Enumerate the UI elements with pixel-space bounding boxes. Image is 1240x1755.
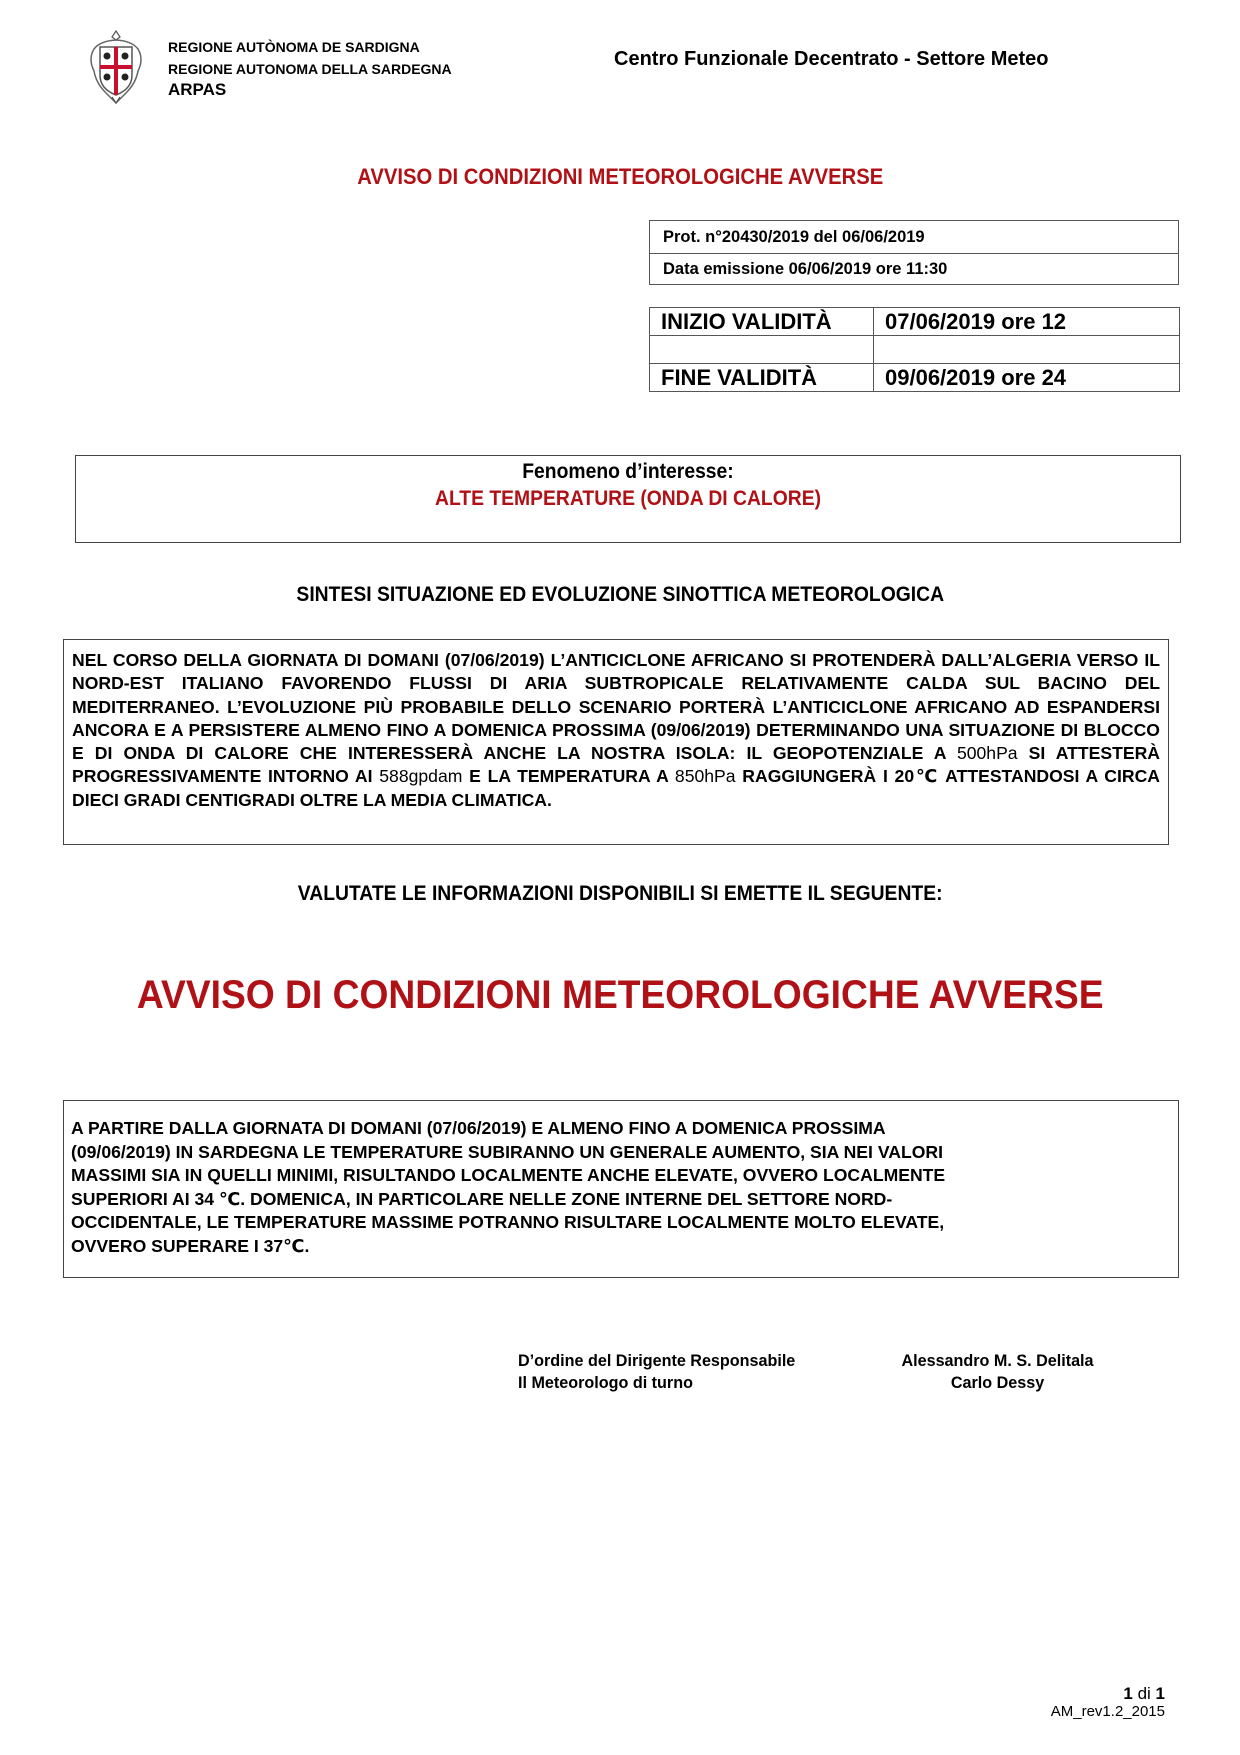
validity-start-label: INIZIO VALIDITÀ [650,308,874,336]
warning-title: AVVISO DI CONDIZIONI METEOROLOGICHE AVVERSE [136,973,1104,1017]
validity-start-value: 07/06/2019 ore 12 [874,308,1180,336]
protocol-number: Prot. n°20430/2019 del 06/06/2019 [663,228,925,246]
synoptic-text-part: E LA TEMPERATURA A [462,766,675,787]
warning-line: OVVERO SUPERARE I 37℃. [71,1235,310,1256]
warning-line: MASSIMI SIA IN QUELLI MINIMI, RISULTANDO LOCALMENTE ANCHE ELEVATE, OVVERO LOCALMENTE [71,1165,946,1186]
validity-spacer-cell [874,336,1180,364]
synoptic-unit: 588gpdam [379,766,463,787]
validity-end-label: FINE VALIDITÀ [650,364,874,392]
issuance-statement: VALUTATE LE INFORMAZIONI DISPONIBILI SI EMETTE IL SEGUENTE: [297,882,943,905]
synoptic-text-part: NEL CORSO DELLA GIORNATA DI DOMANI (07/06/2019) L’ANTICICLONE AFRICANO SI PROTENDERÀ DALL’ALGERIA VERSO IL NORD-EST ITALIANO FAVORENDO FLUSSI DI ARIA SUBTROPICALE RELATIVAMENTE CALDA SUL BACINO DEL MEDITERRANEO. L’EVOLUZIONE PIÙ PROBABILE DELLO SCENARIO PORTERÀ L’ANTICICLONE AFRICANO AD ESPANDERSI ANCORA E A PERSISTERE ALMENO FINO A DOMENICA PROSSIMA (09/06/2019) DETERMINANDO UNA SITUAZIONE DI BLOCCO E DI ONDA DI CALORE CHE INTERESSERÀ ANCHE LA NOSTRA ISOLA: IL GEOPOTENZIALE A [72,650,1160,764]
synoptic-text-part: RAGGIUNGERÀ I 20℃ ATTESTANDOSI A CIRCA DIECI GRADI CENTIGRADI OLTRE LA MEDIA CLIMATICA. [72,766,1160,810]
warning-line: OCCIDENTALE, LE TEMPERATURE MASSIME POTRANNO RISULTARE LOCALMENTE MOLTO ELEVATE, [71,1212,945,1233]
warning-line: SUPERIORI AI 34 ℃. DOMENICA, IN PARTICOLARE NELLE ZONE INTERNE DEL SETTORE NORD- [71,1188,893,1209]
synoptic-unit: 850hPa [674,766,736,787]
validity-end-value: 09/06/2019 ore 24 [874,364,1180,392]
signature-role-meteorologist: Il Meteorologo di turno [518,1373,693,1392]
validity-spacer-cell [650,336,874,364]
phenomenon-label: Fenomeno d’interesse: [522,460,734,483]
synoptic-text-part: SI ATTESTERÀ PROGRESSIVAMENTE INTORNO AI [72,743,1160,787]
signature-roles [518,1350,795,1394]
page-separator: di [1132,1684,1156,1703]
warning-line: A PARTIRE DALLA GIORNATA DI DOMANI (07/06/2019) E ALMENO FINO A DOMENICA PROSSIMA [71,1118,886,1138]
protocol-box [649,220,1179,285]
emission-date: Data emissione 06/06/2019 ore 11:30 [650,253,1178,284]
revision-code: AM_rev1.2_2015 [1050,1703,1165,1720]
org-name-arpas: ARPAS [168,80,227,99]
synoptic-text [72,649,1160,812]
signature-names [891,1350,1105,1394]
org-name-italian: REGIONE AUTONOMA DELLA SARDEGNA [168,61,452,77]
phenomenon-box [75,455,1181,543]
department-name: Centro Funzionale Decentrato - Settore Meteo [614,48,1049,70]
signature-role-director: D’ordine del Dirigente Responsabile [518,1351,796,1370]
warning-line: (09/06/2019) IN SARDEGNA LE TEMPERATURE SUBIRANNO UN GENERALE AUMENTO, SIA NEI VALORI [71,1141,943,1162]
page-number [1123,1684,1165,1704]
document-title: AVVISO DI CONDIZIONI METEOROLOGICHE AVVERSE [357,164,884,189]
synoptic-unit: 500hPa [956,743,1018,764]
signature-name-meteorologist: Carlo Dessy [950,1373,1045,1392]
page-total: 1 [1155,1684,1165,1703]
warning-text-box [63,1100,1179,1278]
sardinia-coat-of-arms-icon [88,29,144,107]
synoptic-text-box [63,639,1169,845]
org-name-sardinian: REGIONE AUTÒNOMA DE SARDIGNA [168,39,420,55]
synoptic-heading: SINTESI SITUAZIONE ED EVOLUZIONE SINOTTICA METEOROLOGICA [296,583,945,606]
signature-name-director: Alessandro M. S. Delitala [901,1351,1094,1370]
phenomenon-value: ALTE TEMPERATURE (ONDA DI CALORE) [434,487,822,510]
page-current: 1 [1123,1684,1133,1703]
validity-table [649,307,1180,392]
